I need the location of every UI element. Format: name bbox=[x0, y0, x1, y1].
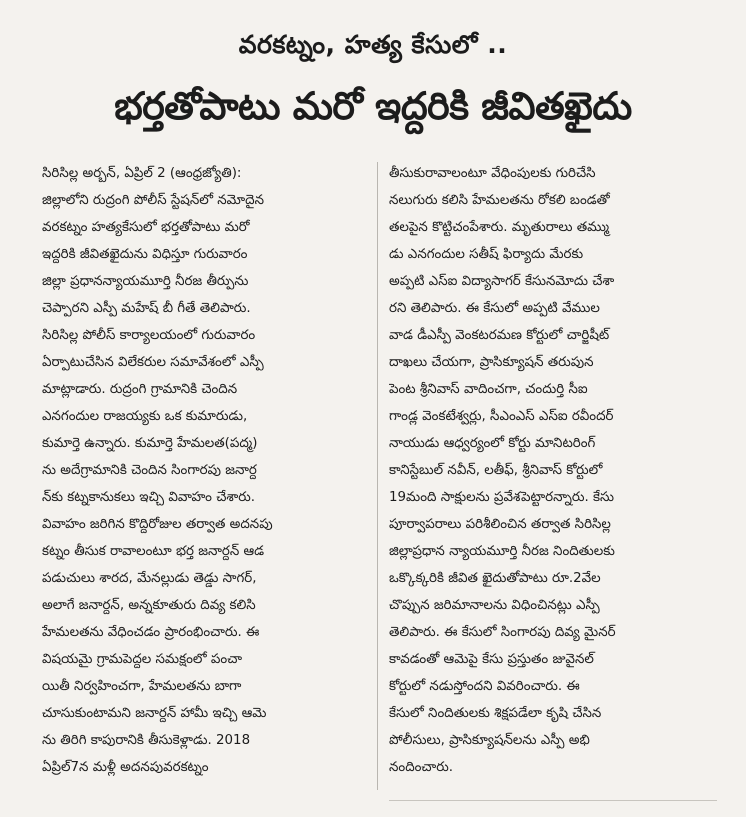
article-kicker: వరకట్నం, హత్య కేసులో .. bbox=[238, 30, 508, 59]
article-line: అలాగే జనార్దన్, అన్నకూతురు దివ్య కలిసి bbox=[42, 598, 256, 613]
article-headline: భర్తతోపాటు మరో ఇద్దరికి జీవితఖైదు bbox=[114, 84, 632, 128]
article-line: చొప్పున జరిమానాలను విధించినట్లు ఎస్పీ bbox=[389, 598, 600, 613]
article-line: నలుగురు కలిసి హేమలతను రోకలి బండతో bbox=[389, 193, 610, 208]
article-line: అప్పటి ఎస్ఐ విద్యాసాగర్ కేసునమోదు చేశా bbox=[389, 274, 615, 289]
article-line: పోలీసులు, ప్రాసిక్యూషన్‌లను ఎస్పీ అభి bbox=[389, 733, 590, 748]
article-line: హేమలతను వేధించడం ప్రారంభించారు. ఈ bbox=[42, 625, 260, 640]
article-line: సిరిసిల్ల పోలీస్ కార్యాలయంలో గురువారం bbox=[42, 328, 256, 343]
article-line: కేసులో నిందితులకు శిక్షపడేలా కృషి చేసిన bbox=[389, 706, 602, 721]
column-divider bbox=[377, 162, 378, 790]
article-line: ను అదేగ్రామానికి చెందిన సింగారపు జనార్ద bbox=[42, 463, 257, 478]
article-line: జిల్లా ప్రధానన్యాయమూర్తి నీరజ తీర్పును bbox=[42, 274, 249, 289]
article-line: గాండ్ల వెంకటేశ్వర్లు, సీఎంఎస్ ఎస్ఐ రవీందర్ bbox=[389, 409, 614, 424]
bottom-rule bbox=[389, 800, 717, 801]
article-line: ఒక్కొక్కరికి జీవిత ఖైదుతోపాటు రూ.2వేల bbox=[389, 571, 601, 586]
article-line: ను తిరిగి కాపురానికి తీసుకెళ్లాడు. 2018 bbox=[42, 733, 251, 748]
article-line: సిరిసిల్ల అర్బన్, ఏప్రిల్ 2 (ఆంధ్రజ్యోతి): bbox=[42, 166, 242, 181]
article-line: పెంట శ్రీనివాస్ వాదించగా, చందుర్తి సీఐ bbox=[389, 382, 588, 397]
article-right-column bbox=[389, 160, 717, 781]
article-line: చెప్పారని ఎస్పీ మహేష్ బీ గీతే తెలిపారు. bbox=[42, 301, 251, 316]
article-line: చూసుకుంటామని జనార్దన్ హామీ ఇచ్చి ఆమె bbox=[42, 706, 267, 721]
article-line: కావడంతో ఆమెపై కేసు ప్రస్తుతం జువైనల్ bbox=[389, 652, 594, 667]
article-line: వివాహం జరిగిన కొద్దిరోజుల తర్వాత అదనపు bbox=[42, 517, 273, 532]
article-line: ఏర్పాటుచేసిన విలేకరుల సమావేశంలో ఎస్పీ bbox=[42, 355, 264, 370]
article-line: కుమార్తె ఉన్నారు. కుమార్తె హేమలత(పద్మ) bbox=[42, 436, 258, 451]
article-line: వరకట్నం హత్యకేసులో భర్తతోపాటు మరో bbox=[42, 220, 250, 235]
article-line: రని తెలిపారు. ఈ కేసులో అప్పటి వేముల bbox=[389, 301, 600, 316]
article-line: తెలిపారు. ఈ కేసులో సింగారపు దివ్య మైనర్ bbox=[389, 625, 616, 640]
article-line: ఎనగందుల రాజయ్యకు ఒక కుమారుడు, bbox=[42, 409, 248, 424]
article-line: మాట్లాడారు. రుద్రంగి గ్రామానికి చెందిన bbox=[42, 382, 238, 397]
article-line: యితీ నిర్వహించగా, హేమలతను బాగా bbox=[42, 679, 242, 694]
article-line: కోర్టులో నడుస్తోందని వివరించారు. ఈ bbox=[389, 679, 580, 694]
article-line: నందించారు. bbox=[389, 760, 454, 775]
article-line: పూర్వాపరాలు పరిశీలించిన తర్వాత సిరిసిల్ల bbox=[389, 517, 611, 532]
article-line: దాఖలు చేయగా, ప్రాసిక్యూషన్ తరుపున bbox=[389, 355, 594, 370]
article-line: జిల్లాప్రధాన న్యాయమూర్తి నీరజ నిందితులకు bbox=[389, 544, 615, 559]
article-line: పడుచులు శారద, మేనల్లుడు తెడ్డు సాగర్, bbox=[42, 571, 257, 586]
article-left-column bbox=[42, 160, 364, 781]
article-line: కట్నం తీసుక రావాలంటూ భర్త జనార్దన్ ఆడ bbox=[42, 544, 265, 559]
article-line: డు ఎనగందుల సతీష్ ఫిర్యాదు మేరకు bbox=[389, 247, 584, 262]
article-line: వాడ డీఎస్పీ వెంకటరమణ కోర్టులో చార్జిషీట్ bbox=[389, 328, 610, 343]
article-line: న్‌కు కట్నకానుకలు ఇచ్చి వివాహం చేశారు. bbox=[42, 490, 256, 505]
article-line: ఇద్దరికి జీవితఖైదును విధిస్తూ గురువారం bbox=[42, 247, 248, 262]
article-line: తీసుకురావాలంటూ వేధింపులకు గురిచేసి bbox=[389, 166, 596, 181]
article-line: విషయమై గ్రామపెద్దల సమక్షంలో పంచా bbox=[42, 652, 242, 667]
article-line: తలపైన కొట్టిచంపేశారు. మృతురాలు తమ్ము bbox=[389, 220, 610, 235]
article-line: జిల్లాలోని రుద్రంగి పోలీస్ స్టేషన్‌లో నమోదైన bbox=[42, 193, 264, 208]
article-line: ఏప్రిల్‌7న మళ్లీ అదనపువరకట్నం bbox=[42, 760, 209, 775]
article-line: నాయుడు ఆధ్వర్యంలో కోర్టు మానిటరింగ్ bbox=[389, 436, 596, 451]
article-line: కానిస్టేబుల్ నవీన్, లతీఫ్, శ్రీనివాస్ కోర్టులో bbox=[389, 463, 603, 478]
article-line: 19మంది సాక్షులను ప్రవేశపెట్టారన్నారు. కేసు bbox=[389, 490, 615, 505]
